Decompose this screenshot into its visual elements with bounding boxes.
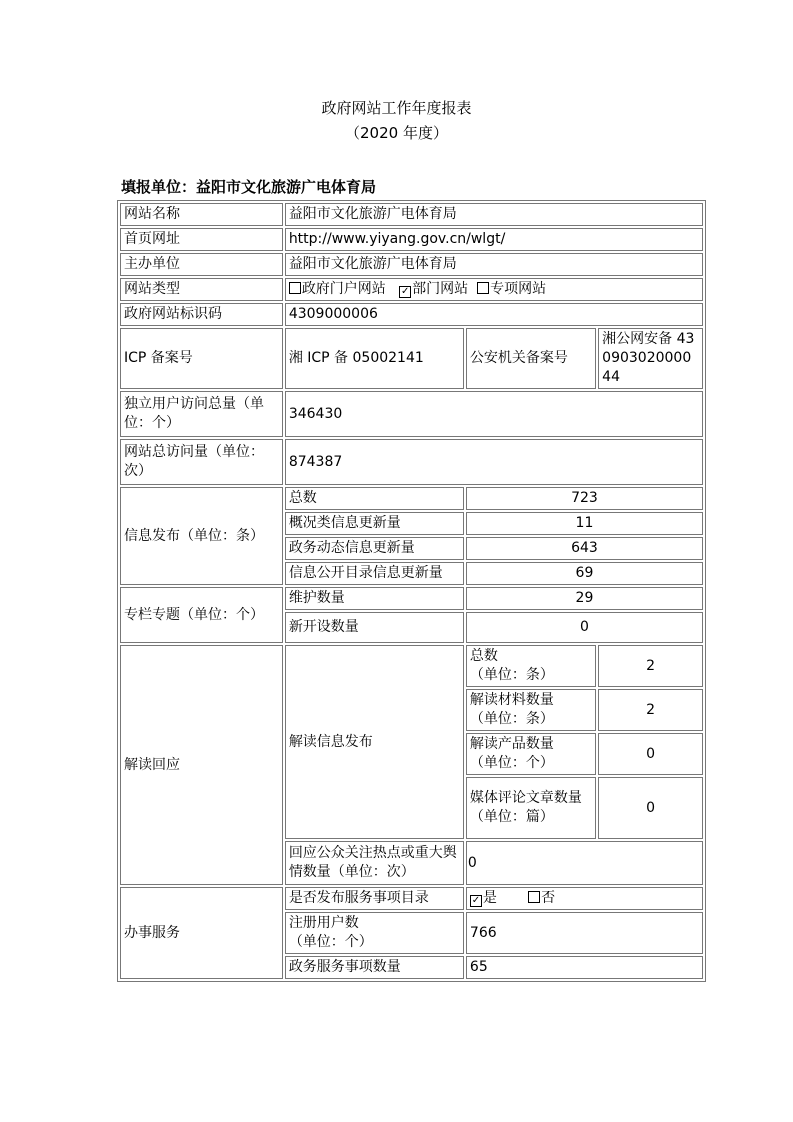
row-site-name	[120, 203, 703, 226]
row-site-type	[120, 278, 703, 301]
report-year: （2020 年度）	[345, 124, 448, 142]
interp-item-value: 0	[598, 777, 703, 839]
response-value: 0	[466, 841, 703, 885]
columns-label: 专栏专题（单位：个）	[120, 587, 283, 643]
homepage-label: 首页网址	[120, 228, 283, 251]
info-item-label: 总数	[285, 487, 464, 510]
columns-item-label: 维护数量	[285, 587, 464, 610]
columns-item-label: 新开设数量	[285, 612, 464, 643]
info-item-label: 政务动态信息更新量	[285, 537, 464, 560]
option-special-label: 专项网站	[490, 281, 547, 297]
total-visits-value: 874387	[285, 439, 703, 485]
checkbox-department[interactable]: ✓	[400, 286, 410, 297]
police-record-value: 湘公网安备 43090302000044	[598, 328, 703, 389]
info-release-label: 信息发布（单位：条）	[120, 487, 283, 585]
row-service-catalog	[120, 887, 703, 910]
interp-item-label: 解读产品数量 （单位：个）	[466, 733, 596, 775]
checkbox-portal[interactable]	[289, 282, 301, 294]
site-id-value: 4309000006	[285, 303, 703, 326]
interp-item-value: 2	[598, 645, 703, 687]
columns-item-value: 29	[466, 587, 703, 610]
row-interp-total	[120, 645, 703, 687]
row-site-id	[120, 303, 703, 326]
info-item-value: 723	[466, 487, 703, 510]
row-info-total	[120, 487, 703, 510]
icp-value: 湘 ICP 备 05002141	[285, 328, 464, 389]
site-type-label: 网站类型	[120, 278, 283, 301]
total-visits-label: 网站总访问量（单位：次）	[120, 439, 283, 485]
no-label: 否	[541, 890, 556, 906]
interpretation-label: 解读回应	[120, 645, 283, 885]
registered-label: 注册用户数 （单位：个）	[285, 912, 464, 954]
service-items-label: 政务服务事项数量	[285, 956, 464, 979]
columns-item-value: 0	[466, 612, 703, 643]
row-homepage	[120, 228, 703, 251]
homepage-value: http://www.yiyang.gov.cn/wlgt/	[285, 228, 703, 251]
row-columns-maintain	[120, 587, 703, 610]
unique-visitors-value: 346430	[285, 391, 703, 437]
checkbox-special[interactable]	[477, 282, 489, 294]
info-item-value: 69	[466, 562, 703, 585]
site-id-label: 政府网站标识码	[120, 303, 283, 326]
info-item-label: 信息公开目录信息更新量	[285, 562, 464, 585]
row-unique-visitors	[120, 391, 703, 437]
checkbox-yes[interactable]: ✓	[471, 895, 481, 906]
site-name-label: 网站名称	[120, 203, 283, 226]
site-type-options	[285, 278, 703, 301]
info-item-value: 643	[466, 537, 703, 560]
interp-item-label: 媒体评论文章数量 （单位：篇）	[466, 777, 596, 839]
info-item-value: 11	[466, 512, 703, 535]
unique-visitors-label: 独立用户访问总量（单位：个）	[120, 391, 283, 437]
report-title: 政府网站工作年度报表	[321, 99, 472, 117]
sponsor-label: 主办单位	[120, 253, 283, 276]
row-icp	[120, 328, 703, 389]
service-catalog-options	[466, 887, 703, 910]
sponsor-value: 益阳市文化旅游广电体育局	[285, 253, 703, 276]
yes-label: 是	[482, 890, 497, 906]
interp-item-value: 0	[598, 733, 703, 775]
service-items-value: 65	[466, 956, 703, 979]
service-catalog-label: 是否发布服务事项目录	[285, 887, 464, 910]
registered-value: 766	[466, 912, 703, 954]
checkbox-no[interactable]	[528, 891, 540, 903]
report-table	[117, 200, 706, 982]
icp-label: ICP 备案号	[120, 328, 283, 389]
info-item-label: 概况类信息更新量	[285, 512, 464, 535]
interp-item-label: 解读材料数量 （单位：条）	[466, 689, 596, 731]
filing-unit: 填报单位：益阳市文化旅游广电体育局	[121, 178, 377, 196]
site-name-value: 益阳市文化旅游广电体育局	[285, 203, 703, 226]
interp-item-label: 总数 （单位：条）	[466, 645, 596, 687]
interpretation-release-label: 解读信息发布	[285, 645, 464, 839]
police-record-label: 公安机关备案号	[466, 328, 596, 389]
response-label: 回应公众关注热点或重大舆情数量（单位：次）	[285, 841, 464, 885]
interp-item-value: 2	[598, 689, 703, 731]
option-portal-label: 政府门户网站	[301, 281, 386, 297]
row-total-visits	[120, 439, 703, 485]
row-sponsor	[120, 253, 703, 276]
services-label: 办事服务	[120, 887, 283, 979]
option-department-label: 部门网站	[412, 281, 469, 297]
